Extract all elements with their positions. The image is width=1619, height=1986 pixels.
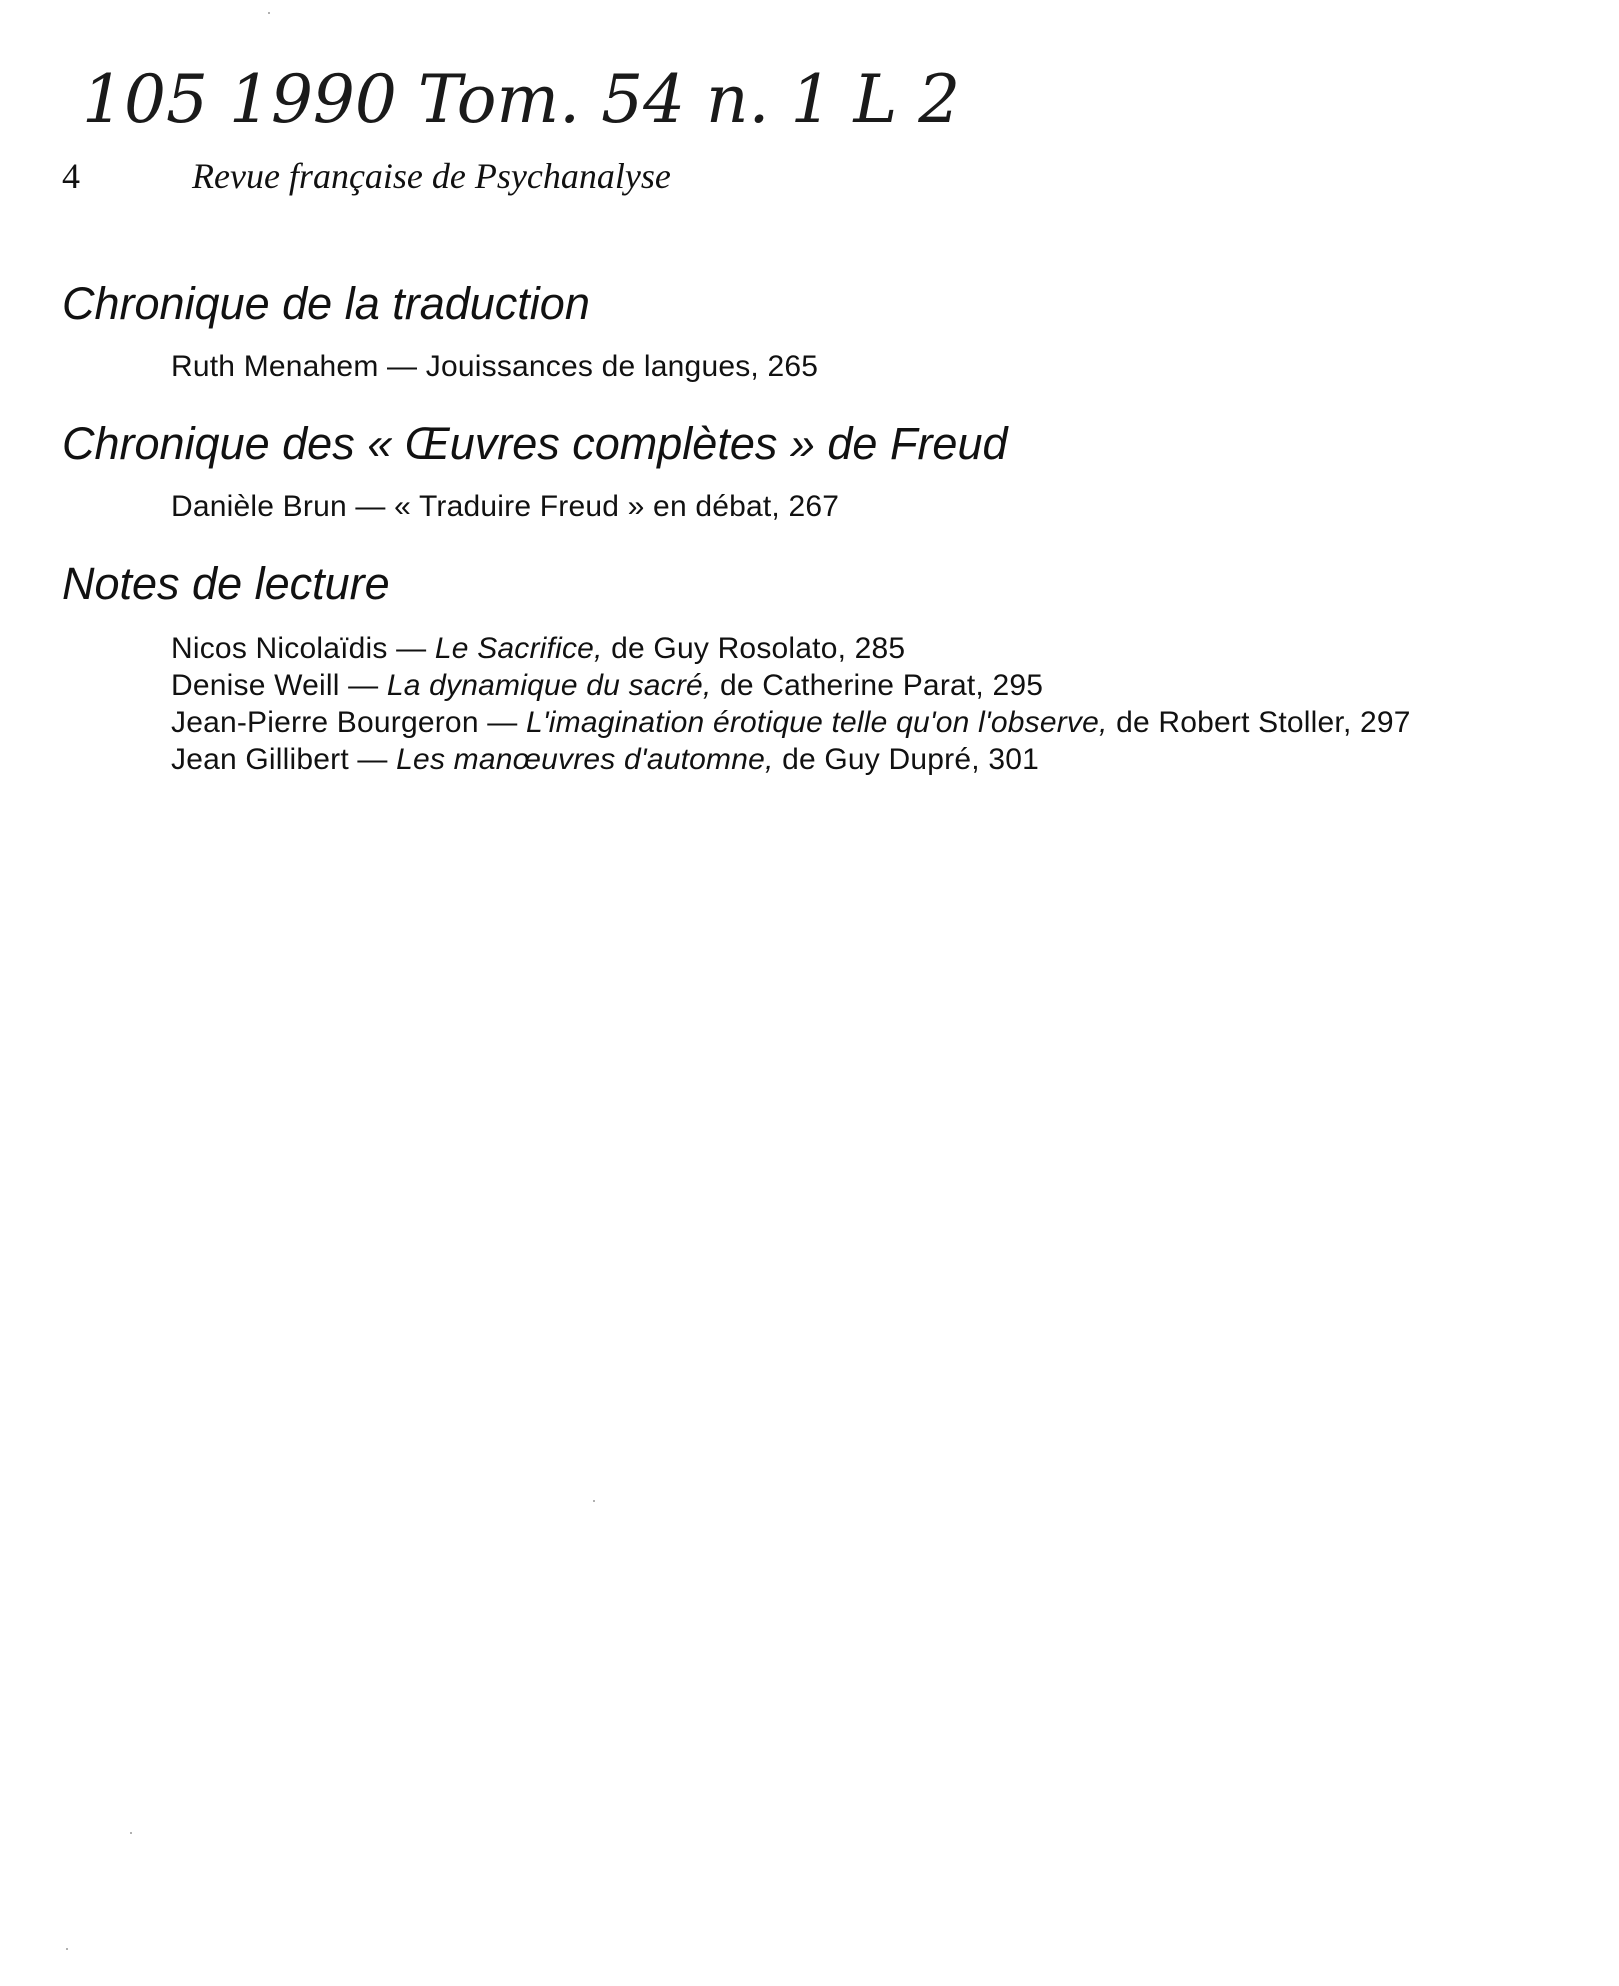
list-item xyxy=(171,488,1572,525)
entry-dash: — xyxy=(346,490,395,523)
entry-rest: de Guy Rosolato, 285 xyxy=(602,632,906,665)
entry-dash: — xyxy=(348,743,397,776)
entry-title: La dynamique du sacré, xyxy=(386,669,712,702)
page-number: 4 xyxy=(62,156,80,196)
list-item xyxy=(171,348,1572,385)
section-heading: Notes de lecture xyxy=(62,558,390,609)
scan-speck xyxy=(66,1948,68,1950)
entry-author: Danièle Brun xyxy=(171,490,347,523)
entry-list xyxy=(62,348,1572,385)
handwritten-shelfmark xyxy=(82,58,1282,138)
list-item xyxy=(171,741,1572,778)
handwritten-shelfmark-text: 105 1990 Tom. 54 n. 1 L 2 xyxy=(82,61,961,138)
entry-title: L'imagination érotique telle qu'on l'observe, xyxy=(525,706,1108,739)
entry-list xyxy=(62,630,1572,778)
section-chronique-oeuvres xyxy=(62,418,1572,525)
entry-author: Denise Weill xyxy=(171,669,340,702)
entry-dash: — xyxy=(478,706,526,739)
table-of-contents xyxy=(62,278,1572,778)
entry-title: Les manœuvres d'automne, xyxy=(396,743,774,776)
section-notes-de-lecture xyxy=(62,558,1572,778)
entry-list xyxy=(62,488,1572,525)
entry-author: Jean Gillibert xyxy=(171,743,349,776)
scan-speck xyxy=(593,1500,595,1502)
entry-dash: — xyxy=(339,669,387,702)
entry-rest: de Guy Dupré, 301 xyxy=(773,743,1039,776)
entry-dash: — xyxy=(387,632,435,665)
scan-speck xyxy=(130,1832,132,1834)
entry-title: Le Sacrifice, xyxy=(434,632,603,665)
section-chronique-traduction xyxy=(62,278,1572,385)
entry-rest: « Traduire Freud » en débat, 267 xyxy=(394,490,840,523)
list-item xyxy=(171,630,1572,667)
entry-rest: Jouissances de langues, 265 xyxy=(425,350,819,383)
list-item xyxy=(171,704,1572,741)
running-head xyxy=(62,153,1162,199)
entry-author: Ruth Menahem xyxy=(171,350,379,383)
entry-author: Jean-Pierre Bourgeron xyxy=(171,706,479,739)
scan-speck xyxy=(268,12,270,14)
section-heading: Chronique des « Œuvres complètes » de Freud xyxy=(62,418,1008,469)
entry-rest: de Catherine Parat, 295 xyxy=(711,669,1044,702)
list-item xyxy=(171,667,1572,704)
journal-title: Revue française de Psychanalyse xyxy=(192,156,671,196)
entry-rest: de Robert Stoller, 297 xyxy=(1107,706,1411,739)
entry-dash: — xyxy=(378,350,426,383)
entry-author: Nicos Nicolaïdis xyxy=(171,632,388,665)
section-heading: Chronique de la traduction xyxy=(62,278,590,329)
